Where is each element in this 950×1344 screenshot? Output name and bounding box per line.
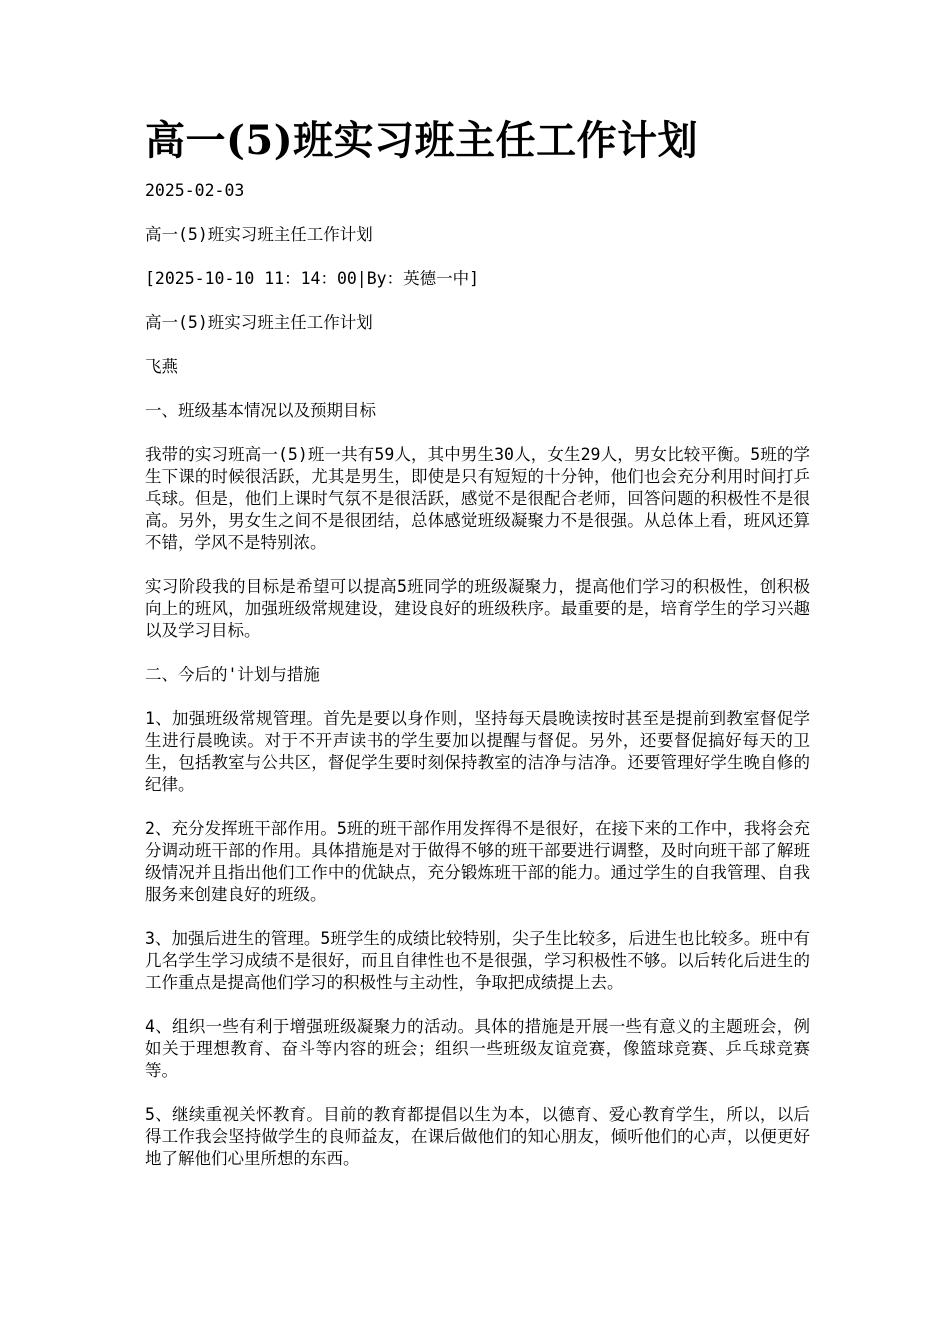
document-date: 2025-02-03 [145, 181, 245, 200]
document-page [145, 114, 810, 1192]
document-title: 高一(5)班实习班主任工作计划 [145, 117, 699, 164]
plan-item-2: 2、充分发挥班干部作用。5班的班干部作用发挥得不是很好，在接下来的工作中，我将会充分调动班干部的作用。具体措施是对于做得不够的班干部要进行调整，及时向班干部了解班级情况并且指出他们工作中的优缺点，充分锻炼班干部的能力。通过学生的自我管理、自我服务来创建良好的班级。 [145, 819, 810, 904]
document-subtitle: 高一(5)班实习班主任工作计划 [145, 225, 373, 244]
document-meta: [2025-10-10 11：14：00|By：英德一中] [145, 269, 480, 288]
plan-item-3: 3、加强后进生的管理。5班学生的成绩比较特别，尖子生比较多，后进生也比较多。班中有几名学生学习成绩不是很好，而且自律性也不是很强，学习积极性不够。以后转化后进生的工作重点是提高他们学习的积极性与主动性，争取把成绩提上去。 [145, 929, 810, 992]
section-heading-1: 一、班级基本情况以及预期目标 [145, 401, 376, 420]
paragraph-class-situation: 我带的实习班高一(5)班一共有59人，其中男生30人，女生29人，男女比较平衡。5班的学生下课的时候很活跃，尤其是男生，即使是只有短短的十分钟，他们也会充分利用时间打乒乓球。但是，他们上课时气氛不是很活跃，感觉不是很配合老师，回答问题的积极性不是很高。另外，男女生之间不是很团结，总体感觉班级凝聚力不是很强。从总体上看，班风还算不错，学风不是特别浓。 [145, 445, 810, 552]
document-subtitle-repeat: 高一(5)班实习班主任工作计划 [145, 313, 373, 332]
plan-item-4: 4、组织一些有利于增强班级凝聚力的活动。具体的措施是开展一些有意义的主题班会，例如关于理想教育、奋斗等内容的班会；组织一些班级友谊竞赛，像篮球竞赛、乒乓球竞赛等。 [145, 1017, 810, 1080]
plan-item-5: 5、继续重视关怀教育。目前的教育都提倡以生为本，以德育、爱心教育学生，所以，以后得工作我会坚持做学生的良师益友，在课后做他们的知心朋友，倾听他们的心声，以便更好地了解他们心里所想的东西。 [145, 1105, 810, 1168]
section-heading-2: 二、今后的'计划与措施 [145, 665, 320, 684]
plan-item-1: 1、加强班级常规管理。首先是要以身作则，坚持每天晨晚读按时甚至是提前到教室督促学生进行晨晚读。对于不开声读书的学生要加以提醒与督促。另外，还要督促搞好每天的卫生，包括教室与公共区，督促学生要时刻保持教室的洁净与洁净。还要管理好学生晚自修的纪律。 [145, 709, 810, 794]
document-author: 飞燕 [145, 357, 178, 376]
paragraph-goals: 实习阶段我的目标是希望可以提高5班同学的班级凝聚力，提高他们学习的积极性，创积极向上的班风，加强班级常规建设，建设良好的班级秩序。最重要的是，培育学生的学习兴趣以及学习目标。 [145, 577, 810, 640]
